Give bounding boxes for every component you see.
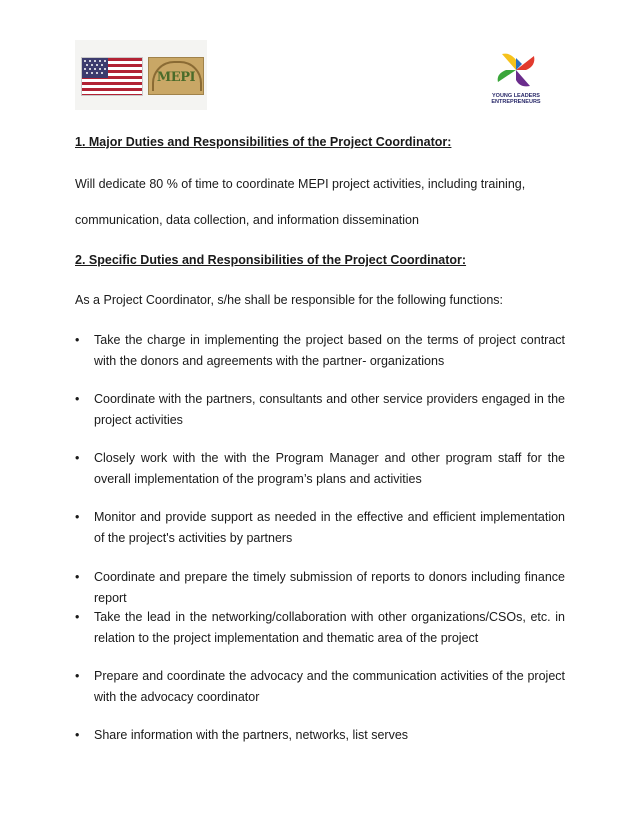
bullet-icon: • [75, 333, 80, 347]
section2-heading: 2. Specific Duties and Responsibilities of the Project Coordinator: [75, 253, 467, 267]
bullet-text: Take the lead in the networking/collaboration with other organizations/CSOs, etc. in relation to the project implementation and thematic area of the project [94, 610, 565, 645]
bullet-text: Monitor and provide support as needed in the effective and efficient implementation of the project's activities by partners [94, 510, 565, 545]
logo-caption-line2: ENTREPRENEURS [491, 99, 541, 105]
bullet-icon: • [75, 451, 80, 465]
section2-intro: As a Project Coordinator, s/he shall be responsible for the following functions: [75, 293, 504, 307]
bullet-text: Share information with the partners, networks, list serves [94, 728, 409, 742]
bullet-icon: • [75, 510, 80, 524]
mepi-logo-text: MEPI [156, 70, 196, 85]
section1-paragraph-line2: communication, data collection, and information dissemination [75, 213, 419, 227]
mepi-logo [148, 57, 204, 95]
section1-paragraph-line1: Will dedicate 80 % of time to coordinate MEPI project activities, including training, [75, 177, 526, 191]
young-leaders-logo [486, 50, 546, 106]
bullet-text: Closely work with the with the Program Manager and other program staff for the overall implementation of the program’s plans and activities [94, 451, 565, 486]
pinwheel-icon [492, 50, 540, 90]
bullet-icon: • [75, 728, 80, 742]
bullet-icon: • [75, 570, 80, 584]
bullet-text: Coordinate and prepare the timely submission of reports to donors including finance report [94, 570, 565, 605]
section1-heading: 1. Major Duties and Responsibilities of the Project Coordinator: [75, 135, 452, 149]
bullet-text: Coordinate with the partners, consultants and other service providers engaged in the project activities [94, 392, 565, 427]
logo-caption-line1: YOUNG LEADERS [492, 93, 540, 99]
bullet-icon: • [75, 610, 80, 624]
bullet-icon: • [75, 669, 80, 683]
us-flag-icon [81, 57, 143, 96]
bullet-text: Prepare and coordinate the advocacy and the communication activities of the project with the advocacy coordinator [94, 669, 565, 704]
partner-logos [75, 40, 207, 110]
bullet-icon: • [75, 392, 80, 406]
bullet-text: Take the charge in implementing the project based on the terms of project contract with the donors and agreements with the partner- organizations [94, 333, 565, 368]
